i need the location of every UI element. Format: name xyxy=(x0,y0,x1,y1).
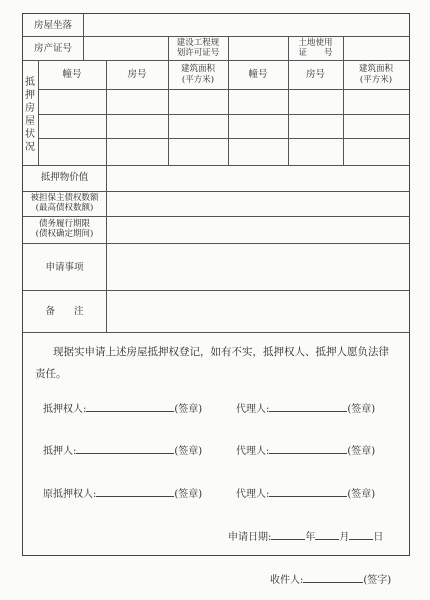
year-label: 年 xyxy=(305,532,316,543)
seal-note: (签章) xyxy=(347,446,376,457)
side-label-char: 抵 xyxy=(25,77,35,88)
permit-field[interactable] xyxy=(229,37,287,59)
agent-signature-2 xyxy=(236,443,375,458)
permit-label-line2: 划许可证号 xyxy=(176,48,220,58)
seal-note: (签章) xyxy=(174,404,203,415)
seal-note: (签章) xyxy=(174,489,203,500)
remarks-label: 备 注 xyxy=(45,306,84,317)
sign-note: (签字) xyxy=(363,575,392,586)
mortgagee-signature xyxy=(43,401,202,416)
month-label: 月 xyxy=(339,532,350,543)
original-mortgagee-sign-line[interactable] xyxy=(96,486,174,497)
agent-label: 代理人: xyxy=(236,489,270,500)
cert-no-field[interactable] xyxy=(84,37,167,59)
receiver-label: 收件人: xyxy=(270,575,304,586)
receiver-signature xyxy=(270,572,391,587)
land-field[interactable] xyxy=(344,37,408,59)
mortgagor-signature xyxy=(43,443,202,458)
seal-note: (签章) xyxy=(347,489,376,500)
secured-label-line2: (最高债权数额) xyxy=(35,203,94,213)
side-label-char: 押 xyxy=(25,90,35,101)
day-label: 日 xyxy=(373,532,384,543)
agent-signature-3 xyxy=(236,486,375,501)
location-field[interactable] xyxy=(84,15,408,35)
side-label-char: 况 xyxy=(25,142,35,153)
seal-note: (签章) xyxy=(347,404,376,415)
side-label-char: 屋 xyxy=(25,116,35,127)
seal-note: (签章) xyxy=(174,446,203,457)
land-label-line2: 证 号 xyxy=(298,48,333,58)
permit-label-line1: 建设工程规 xyxy=(176,38,220,48)
mortgagee-label: 抵押权人: xyxy=(43,404,87,415)
application-date xyxy=(228,529,383,544)
mortgagor-sign-line[interactable] xyxy=(76,443,174,454)
day-field[interactable] xyxy=(349,529,373,540)
land-label-line1: 土地使用 xyxy=(298,38,333,48)
receiver-sign-line[interactable] xyxy=(303,572,363,583)
term-label-line2: (债权确定期间) xyxy=(35,229,94,239)
col-room-header: 房号 xyxy=(127,69,147,80)
declaration-line2: 责任。 xyxy=(35,368,67,380)
mortgagee-sign-line[interactable] xyxy=(86,401,174,412)
request-label: 申请事项 xyxy=(45,262,84,273)
property-status-side-label xyxy=(24,76,36,154)
secured-label-line1: 被担保主债权数额 xyxy=(30,193,99,203)
col-building-header: 幢号 xyxy=(62,69,82,80)
remarks-field[interactable] xyxy=(107,291,408,331)
col-room-b-header: 房号 xyxy=(305,69,325,80)
agent-label: 代理人: xyxy=(236,446,270,457)
request-field[interactable] xyxy=(107,244,408,289)
original-mortgagee-signature xyxy=(43,486,202,501)
term-field[interactable] xyxy=(107,217,408,242)
row-divider xyxy=(23,332,409,333)
year-field[interactable] xyxy=(271,529,305,540)
col-building-b-header: 幢号 xyxy=(248,69,268,80)
col-area-header-line1: 建筑面积 xyxy=(180,64,215,74)
agent-sign-line[interactable] xyxy=(269,443,347,454)
date-label: 申请日期: xyxy=(228,532,272,543)
value-field[interactable] xyxy=(107,166,408,190)
declaration-line1: 现据实申请上述房屋抵押权登记，如有不实，抵押权人、抵押人愿负法律 xyxy=(53,346,389,358)
original-mortgagee-label: 原抵押权人: xyxy=(43,489,97,500)
month-field[interactable] xyxy=(315,529,339,540)
location-label: 房屋坐落 xyxy=(33,20,72,31)
value-label: 抵押物价值 xyxy=(40,172,89,183)
cert-no-label: 房产证号 xyxy=(33,43,72,54)
col-area-b-header-line1: 建筑面积 xyxy=(358,64,393,74)
agent-signature-1 xyxy=(236,401,375,416)
agent-sign-line[interactable] xyxy=(269,401,347,412)
col-area-b-header-line2: (平方米) xyxy=(359,75,393,85)
term-label-line1: 债务履行期限 xyxy=(38,219,90,229)
application-form xyxy=(22,13,410,556)
side-label-char: 状 xyxy=(25,129,35,140)
side-label-char: 房 xyxy=(25,103,35,114)
row-divider xyxy=(38,138,409,139)
agent-label: 代理人: xyxy=(236,404,270,415)
row-divider xyxy=(38,114,409,115)
col-area-header-line2: (平方米) xyxy=(181,75,215,85)
row-divider xyxy=(38,89,409,90)
agent-sign-line[interactable] xyxy=(269,486,347,497)
mortgagor-label: 抵押人: xyxy=(43,446,77,457)
secured-amount-field[interactable] xyxy=(107,192,408,215)
row-divider xyxy=(23,60,409,61)
